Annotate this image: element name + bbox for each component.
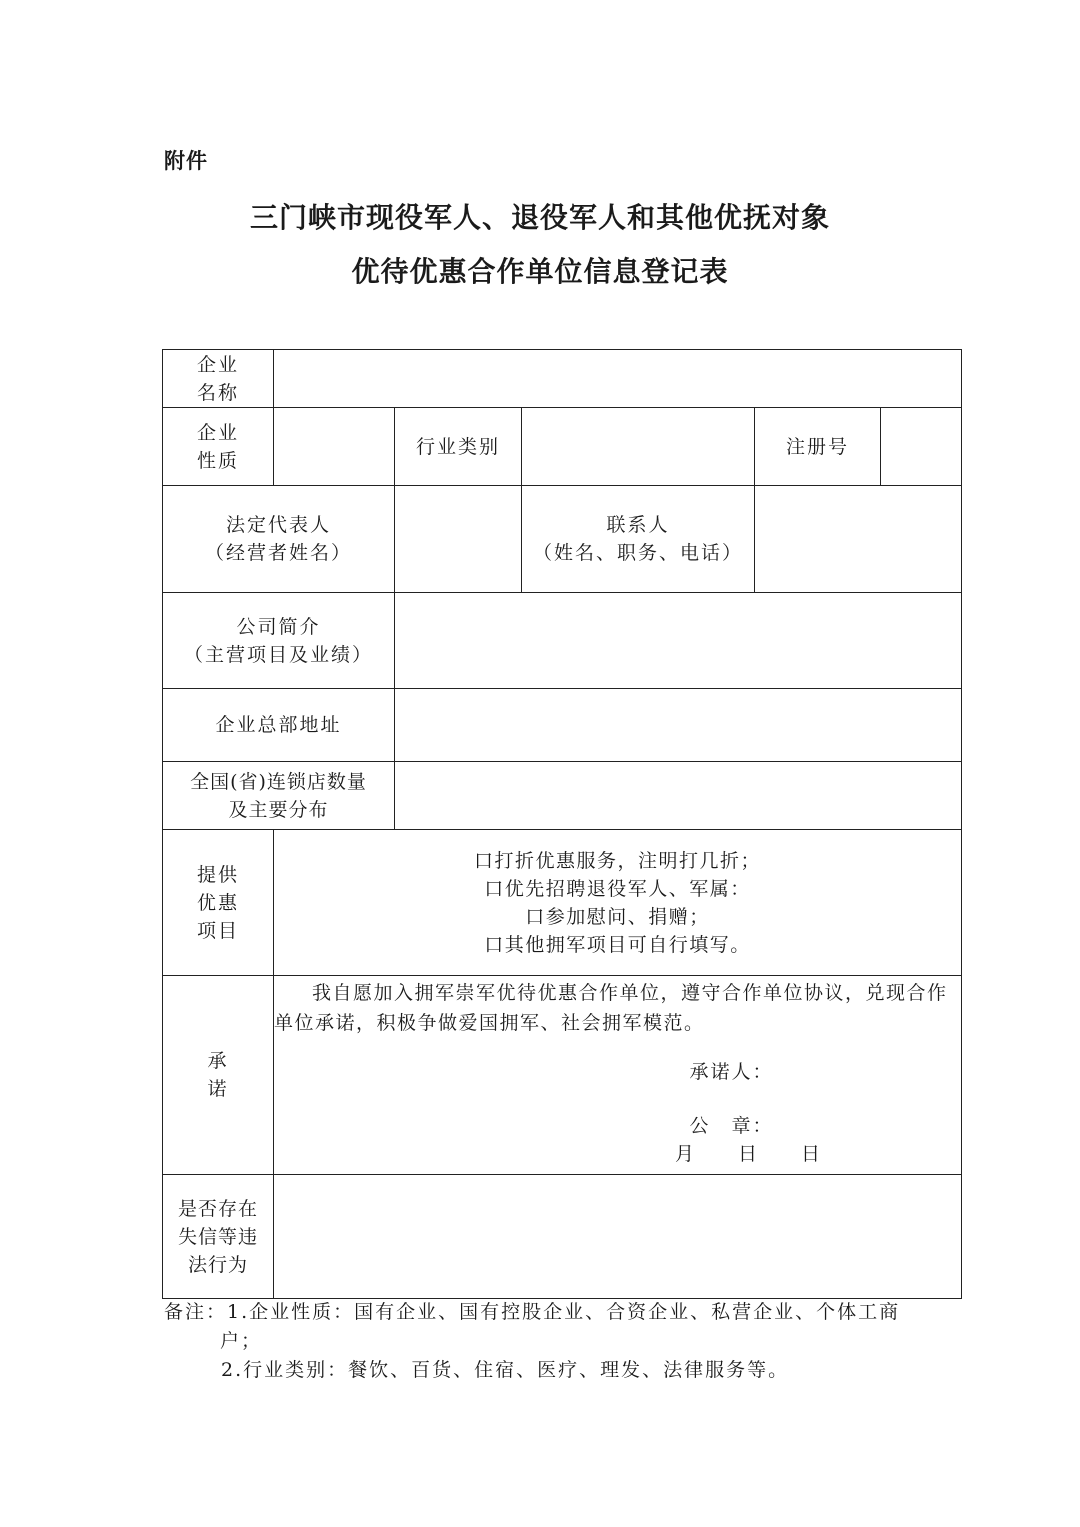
form-notes	[164, 1298, 964, 1385]
pledge-content	[274, 976, 962, 1175]
row-chain-stores	[163, 762, 962, 830]
chain-stores-label: 全国(省)连锁店数量 及主要分布	[163, 762, 395, 830]
reg-no-field[interactable]	[881, 408, 962, 486]
row-pledge	[163, 976, 962, 1175]
offers-label: 提供 优惠 项目	[163, 830, 274, 976]
pledge-text: 我自愿加入拥军崇军优待优惠合作单位，遵守合作单位协议，兑现合作单位承诺，积极争做爱国拥军、社会拥军模范。	[274, 982, 948, 1034]
note-line-2: 2.行业类别：餐饮、百货、住宿、医疗、理发、法律服务等。	[221, 1359, 790, 1381]
chain-stores-field[interactable]	[395, 762, 962, 830]
company-type-label: 企业 性质	[163, 408, 274, 486]
pledge-label: 承 诺	[163, 976, 274, 1175]
reg-no-label: 注册号	[755, 408, 881, 486]
registration-form-table	[162, 349, 962, 1299]
row-company-name	[163, 350, 962, 408]
profile-label: 公司简介 （主营项目及业绩）	[163, 593, 395, 689]
row-legal-rep	[163, 486, 962, 593]
seal-label[interactable]: 公 章：	[689, 1115, 774, 1137]
note-line-1: 备注：1.企业性质：国有企业、国有控股企业、合资企业、私营企业、个体工商	[164, 1301, 901, 1323]
row-company-type	[163, 408, 962, 486]
note-line-1-wrap: 户；	[220, 1330, 263, 1352]
row-hq-address	[163, 689, 962, 762]
contact-field[interactable]	[755, 486, 962, 593]
dishonesty-field[interactable]	[274, 1175, 962, 1299]
date-label[interactable]: 月 日 日	[675, 1143, 823, 1165]
offers-options	[274, 830, 962, 976]
attachment-label: 附件	[164, 149, 208, 173]
pledger-signature-label[interactable]: 承诺人：	[689, 1061, 774, 1083]
legal-rep-label: 法定代表人 （经营者姓名）	[163, 486, 395, 593]
contact-label: 联系人 （姓名、职务、电话）	[522, 486, 755, 593]
form-title-line-1: 三门峡市现役军人、退役军人和其他优抚对象	[249, 201, 830, 234]
offer-option-donation[interactable]: 口参加慰问、捐赠；	[525, 905, 710, 928]
industry-field[interactable]	[522, 408, 755, 486]
row-offers	[163, 830, 962, 976]
hq-address-label: 企业总部地址	[163, 689, 395, 762]
offer-option-hiring[interactable]: 口优先招聘退役军人、军属：	[484, 877, 751, 900]
industry-label: 行业类别	[395, 408, 522, 486]
hq-address-field[interactable]	[395, 689, 962, 762]
company-type-field[interactable]	[274, 408, 395, 486]
offer-option-other[interactable]: 口其他拥军项目可自行填写。	[484, 933, 751, 956]
profile-field[interactable]	[395, 593, 962, 689]
offer-option-discount[interactable]: 口打折优惠服务，注明打几折；	[474, 849, 762, 872]
company-name-label: 企业 名称	[163, 350, 274, 408]
form-title-line-2: 优待优惠合作单位信息登记表	[351, 255, 729, 288]
legal-rep-field[interactable]	[395, 486, 522, 593]
row-dishonesty	[163, 1175, 962, 1299]
row-profile	[163, 593, 962, 689]
company-name-field[interactable]	[274, 350, 962, 408]
dishonesty-label: 是否存在 失信等违 法行为	[163, 1175, 274, 1299]
